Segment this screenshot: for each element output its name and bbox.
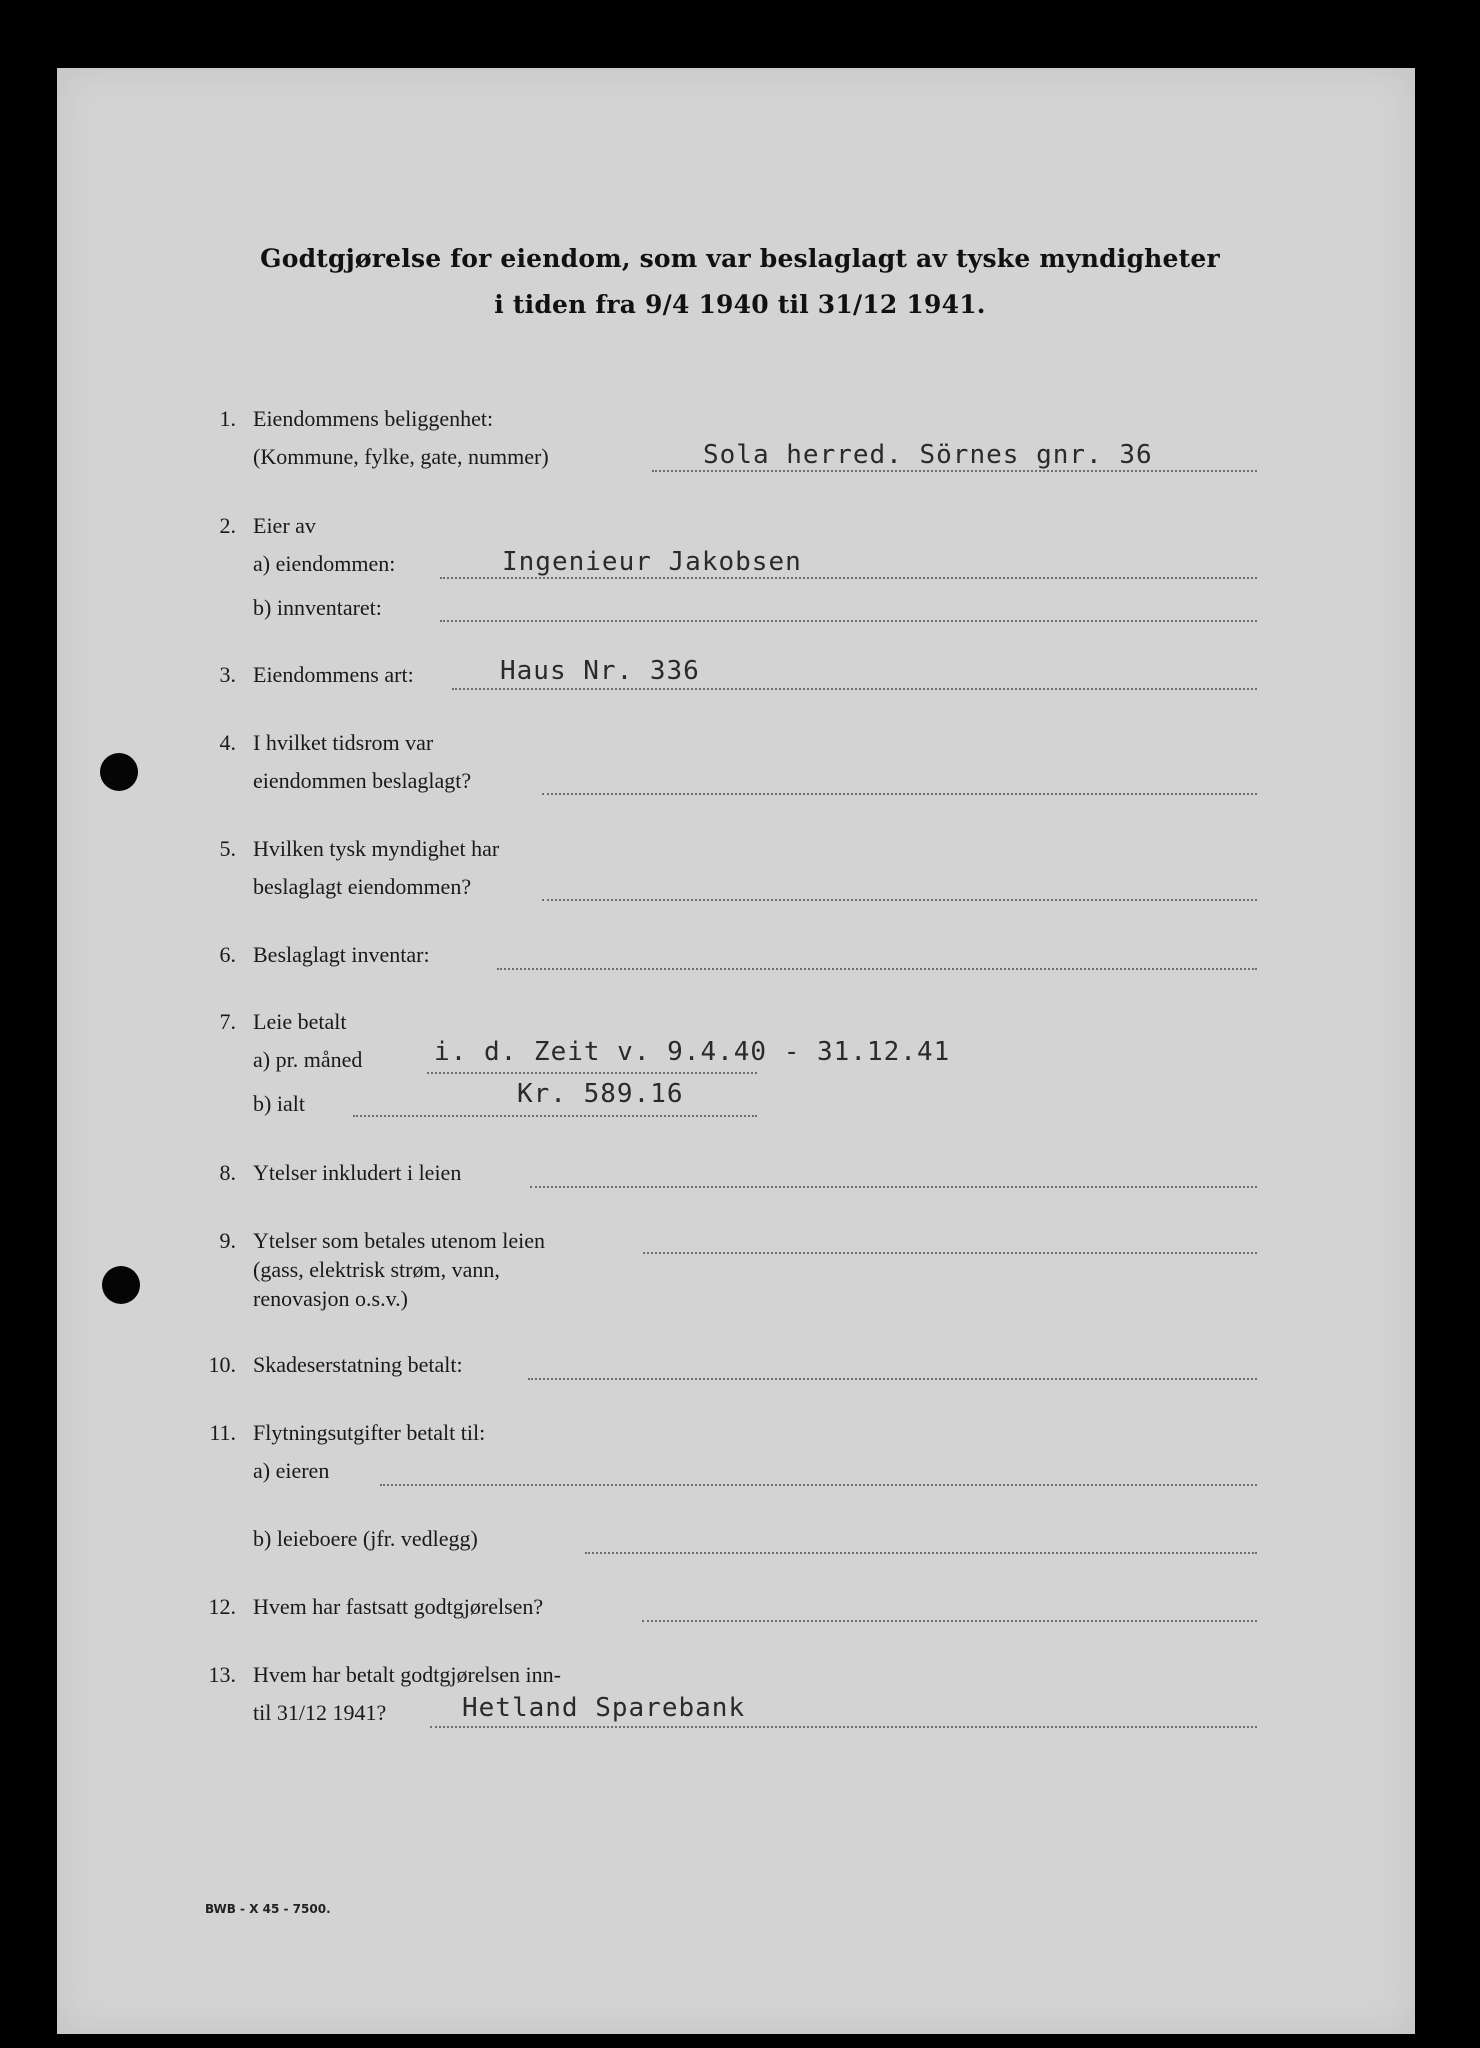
q6-answer-line [497, 968, 1257, 970]
q7b-label: b) ialt [253, 1091, 305, 1116]
form-print-code: BWB - X 45 - 7500. [205, 1902, 331, 1916]
q12-number: 12. [208, 1594, 236, 1619]
q8-answer-line [530, 1186, 1257, 1188]
q1-number: 1. [219, 406, 236, 431]
q6-label: Beslaglagt inventar: [253, 942, 430, 967]
q9-number: 9. [219, 1228, 236, 1253]
q9-label: Ytelser som betales utenom leien [253, 1228, 546, 1253]
q7a-answer: i. d. Zeit v. 9.4.40 - 31.12.41 [434, 1037, 951, 1067]
q4-sublabel: eiendommen beslaglagt? [253, 768, 472, 793]
q13-sublabel: til 31/12 1941? [253, 1700, 387, 1725]
q7b-answer-line [353, 1115, 757, 1117]
q4-number: 4. [219, 730, 236, 755]
q11-number: 11. [209, 1420, 236, 1445]
q5-label: Hvilken tysk myndighet har [253, 836, 500, 861]
q7-number: 7. [219, 1009, 236, 1034]
q9-sublabel-2: renovasjon o.s.v.) [253, 1286, 408, 1311]
q1-answer: Sola herred. Sörnes gnr. 36 [703, 440, 1153, 470]
q7a-answer-line [427, 1072, 757, 1074]
q5-number: 5. [219, 836, 236, 861]
q11b-answer-line [585, 1552, 1257, 1554]
q5-sublabel: beslaglagt eiendommen? [253, 874, 472, 899]
q4-label: I hvilket tidsrom var [253, 730, 434, 755]
q1-label: Eiendommens beliggenhet: [253, 406, 494, 431]
q8-number: 8. [219, 1160, 236, 1185]
q8-label: Ytelser inkludert i leien [253, 1160, 462, 1185]
q3-answer-line [452, 688, 1257, 690]
q9-answer-line [643, 1252, 1257, 1254]
q12-answer-line [642, 1620, 1257, 1622]
q11-label: Flytningsutgifter betalt til: [253, 1420, 486, 1445]
q2b-label: b) innventaret: [253, 595, 382, 620]
q13-number: 13. [208, 1662, 236, 1687]
q7a-label: a) pr. måned [253, 1047, 363, 1072]
form-title-line-1: Godtgjørelse for eiendom, som var beslaglagt av tyske myndigheter [260, 244, 1220, 273]
q10-answer-line [528, 1378, 1257, 1380]
q1-sublabel: (Kommune, fylke, gate, nummer) [253, 444, 549, 469]
q7b-answer: Kr. 589.16 [517, 1079, 684, 1109]
q2-label: Eier av [253, 513, 316, 538]
q5-answer-line [542, 899, 1257, 901]
q12-label: Hvem har fastsatt godtgjørelsen? [253, 1594, 544, 1619]
q13-label: Hvem har betalt godtgjørelsen inn- [253, 1662, 561, 1687]
q11a-answer-line [380, 1484, 1257, 1486]
q10-number: 10. [208, 1352, 236, 1377]
q11a-label: a) eieren [253, 1458, 330, 1483]
q6-number: 6. [219, 942, 236, 967]
q2a-answer: Ingenieur Jakobsen [502, 547, 802, 577]
q11b-label: b) leieboere (jfr. vedlegg) [253, 1526, 478, 1551]
punch-hole-top [100, 753, 138, 791]
q10-label: Skadeserstatning betalt: [253, 1352, 463, 1377]
q2a-answer-line [440, 577, 1257, 579]
form-title-line-2: i tiden fra 9/4 1940 til 31/12 1941. [494, 290, 986, 319]
q4-answer-line [542, 793, 1257, 795]
q3-label: Eiendommens art: [253, 662, 414, 687]
q3-number: 3. [219, 662, 236, 687]
q13-answer: Hetland Sparebank [462, 1693, 746, 1723]
q13-answer-line [430, 1726, 1257, 1728]
q2b-answer-line [440, 620, 1257, 622]
q1-answer-line [652, 470, 1257, 472]
q2-number: 2. [219, 513, 236, 538]
q2a-label: a) eiendommen: [253, 551, 396, 576]
punch-hole-bottom [102, 1266, 140, 1304]
q9-sublabel-1: (gass, elektrisk strøm, vann, [253, 1257, 500, 1282]
q3-answer: Haus Nr. 336 [500, 656, 700, 686]
q7-label: Leie betalt [253, 1009, 347, 1034]
